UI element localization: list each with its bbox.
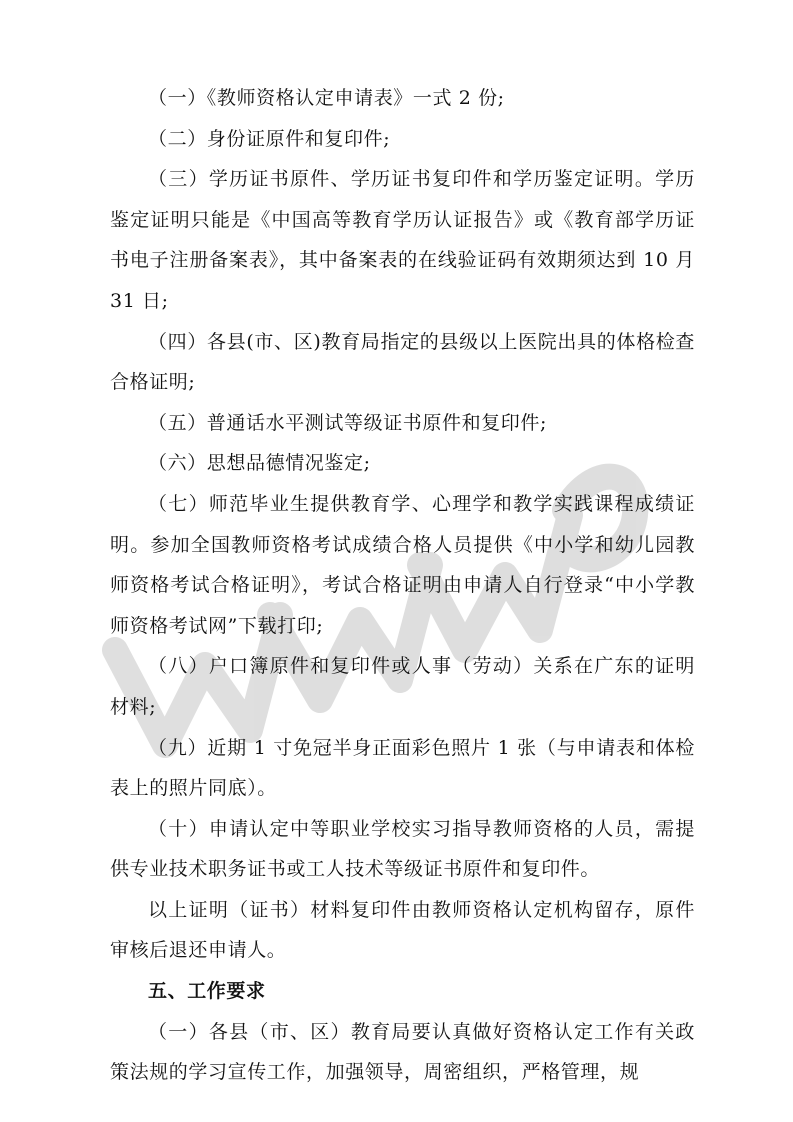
paragraph-3: （三）学历证书原件、学历证书复印件和学历鉴定证明。学历鉴定证明只能是《中国高等教育学历认证报告》或《教育部学历证书电子注册备案表》，其中备案表的在线验证码有效期须达到 10 月 31 日;	[110, 168, 695, 312]
section-heading: 五、工作要求	[148, 980, 266, 1003]
paragraph-2: （二）身份证原件和复印件;	[148, 127, 391, 150]
document-body	[110, 78, 695, 1093]
paragraph-10: （十）申请认定中等职业学校实习指导教师资格的人员，需提供专业技术职务证书或工人技术等级证书原件和复印件。	[110, 817, 695, 881]
paragraph-1: （一）《教师资格认定申请表》一式 2 份;	[148, 87, 505, 109]
paragraph-6: （六）思想品德情况鉴定;	[148, 452, 371, 475]
paragraph-9: （九）近期 1 寸免冠半身正面彩色照片 1 张（与申请表和体检表上的照片同底）。	[110, 736, 695, 800]
paragraph-7: （七）师范毕业生提供教育学、心理学和教学实践课程成绩证明。参加全国教师资格考试成绩合格人员提供《中小学和幼儿园教师资格考试合格证明》，考试合格证明由申请人自行登录“中小学教师资格考试网”下载打印;	[110, 492, 695, 637]
paragraph-4: （四）各县(市、区)教育局指定的县级以上医院出具的体格检查合格证明;	[110, 330, 695, 394]
paragraph-11: 以上证明（证书）材料复印件由教师资格认定机构留存，原件审核后退还申请人。	[110, 898, 695, 962]
paragraph-5: （五）普通话水平测试等级证书原件和复印件;	[148, 411, 548, 434]
paragraph-12: （一）各县（市、区）教育局要认真做好资格认定工作有关政策法规的学习宣传工作，加强领导，周密组织，严格管理，规	[110, 1020, 695, 1084]
paragraph-8: （八）户口簿原件和复印件或人事（劳动）关系在广东的证明材料;	[110, 655, 695, 718]
